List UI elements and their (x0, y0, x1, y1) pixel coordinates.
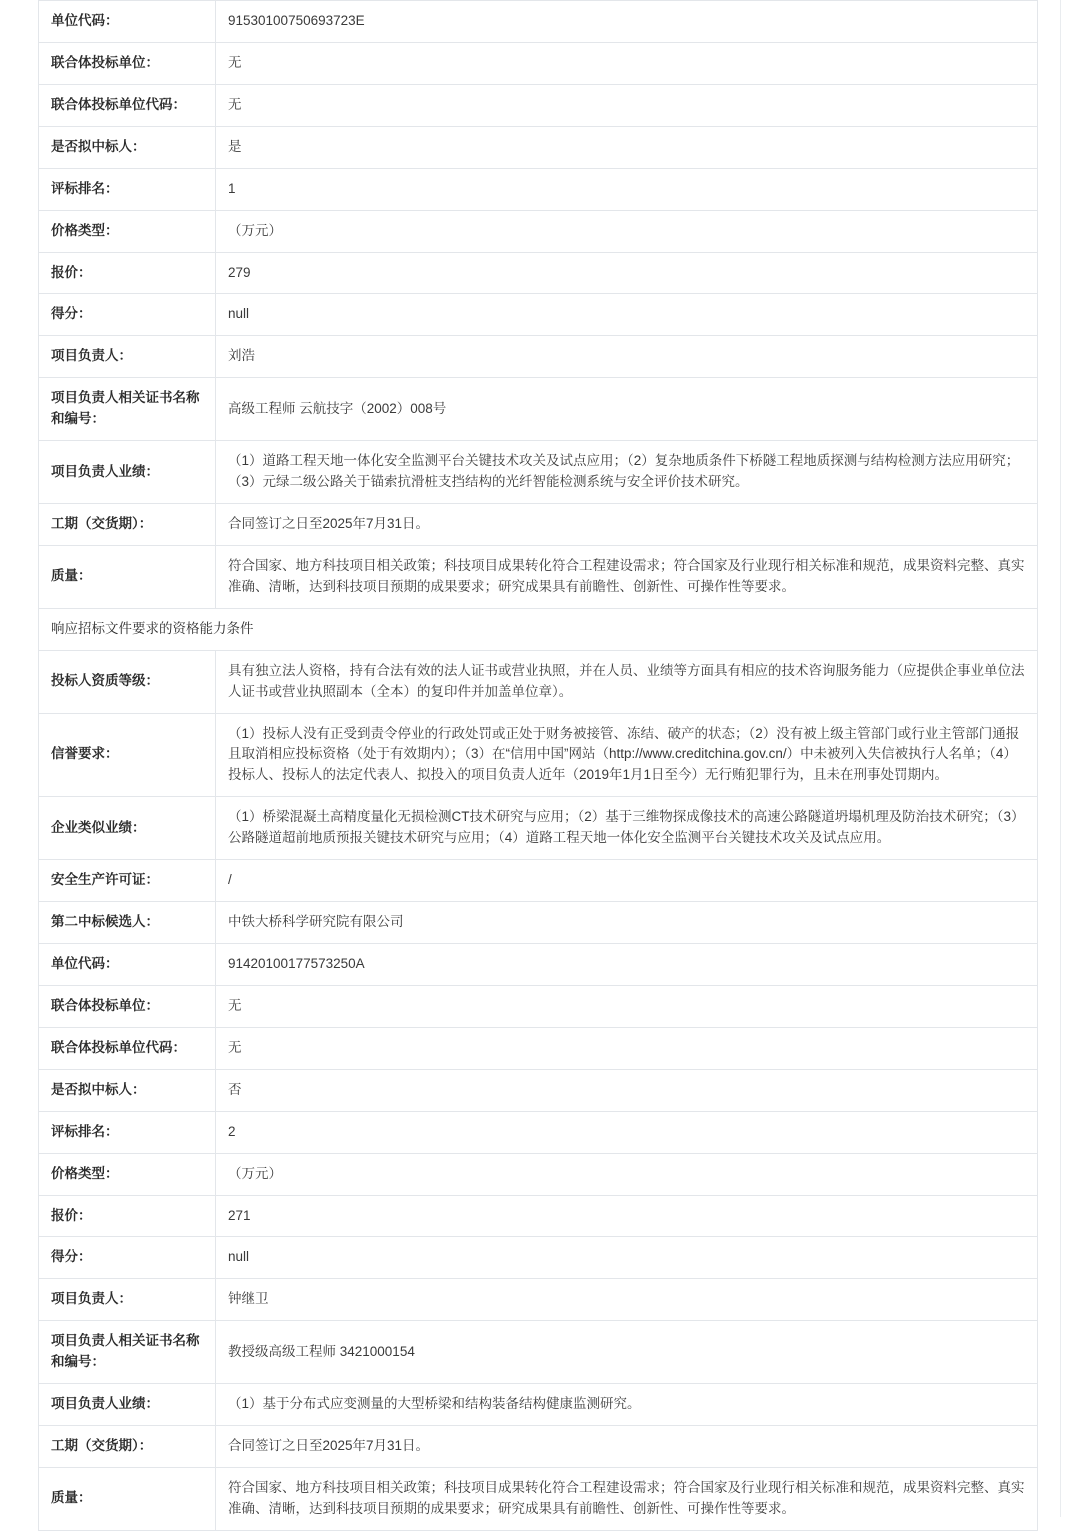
field-value: （1）基于分布式应变测量的大型桥梁和结构装备结构健康监测研究。 (216, 1384, 1038, 1426)
field-value: 2 (216, 1111, 1038, 1153)
field-label: 项目负责人： (39, 336, 216, 378)
field-label: 单位代码： (39, 943, 216, 985)
table-row (39, 1321, 1038, 1384)
field-value: 无 (216, 1027, 1038, 1069)
field-label: 联合体投标单位： (39, 985, 216, 1027)
field-label: 价格类型： (39, 210, 216, 252)
field-label: 项目负责人业绩： (39, 441, 216, 504)
field-label: 质量： (39, 1467, 216, 1530)
table-row (39, 1195, 1038, 1237)
field-label: 投标人资质等级： (39, 650, 216, 713)
field-value: 高级工程师 云航技字（2002）008号 (216, 378, 1038, 441)
table-row (39, 1153, 1038, 1195)
table-row (39, 1467, 1038, 1530)
table-row (39, 545, 1038, 608)
field-value: 91420100177573250A (216, 943, 1038, 985)
table-row (39, 84, 1038, 126)
field-value: 是 (216, 126, 1038, 168)
field-value: （万元） (216, 1153, 1038, 1195)
field-value: 符合国家、地方科技项目相关政策；科技项目成果转化符合工程建设需求；符合国家及行业现行相关标准和规范，成果资料完整、真实准确、清晰，达到科技项目预期的成果要求；研究成果具有前瞻性、创新性、可操作性等要求。 (216, 545, 1038, 608)
field-label: 单位代码： (39, 1, 216, 43)
field-label: 工期（交货期）： (39, 1426, 216, 1468)
field-value: / (216, 860, 1038, 902)
field-label: 联合体投标单位： (39, 42, 216, 84)
field-label: 联合体投标单位代码： (39, 84, 216, 126)
field-value: 无 (216, 84, 1038, 126)
table-row (39, 1, 1038, 43)
table-row (39, 1069, 1038, 1111)
table-row (39, 1426, 1038, 1468)
field-label: 项目负责人： (39, 1279, 216, 1321)
field-label: 报价： (39, 252, 216, 294)
field-label: 企业类似业绩： (39, 797, 216, 860)
table-row (39, 503, 1038, 545)
table-row (39, 943, 1038, 985)
table-row (39, 378, 1038, 441)
field-value: 钟继卫 (216, 1279, 1038, 1321)
field-value: 中铁大桥科学研究院有限公司 (216, 902, 1038, 944)
page-right-border (1060, 0, 1061, 1517)
table-row (39, 168, 1038, 210)
field-value: 无 (216, 985, 1038, 1027)
table-row (39, 713, 1038, 797)
table-row (39, 985, 1038, 1027)
field-value: （1）桥梁混凝土高精度量化无损检测CT技术研究与应用；（2）基于三维物探成像技术的高速公路隧道坍塌机理及防治技术研究；（3）公路隧道超前地质预报关键技术研究与应用；（4）道路工程天地一体化安全监测平台关键技术攻关及试点应用。 (216, 797, 1038, 860)
field-label: 第二中标候选人： (39, 902, 216, 944)
table-row (39, 902, 1038, 944)
field-value: 91530100750693723E (216, 1, 1038, 43)
field-value: （1）投标人没有正受到责令停业的行政处罚或正处于财务被接管、冻结、破产的状态；（2）没有被上级主管部门或行业主管部门通报且取消相应投标资格（处于有效期内）；（3）在“信用中国”网站（http://www.creditchina.gov.cn/）中未被列入失信被执行人名单；（4）投标人、投标人的法定代表人、拟投入的项目负责人近年（2019年1月1日至今）无行贿犯罪行为，且未在刑事处罚期内。 (216, 713, 1038, 797)
table-row (39, 1279, 1038, 1321)
field-label: 评标排名： (39, 1111, 216, 1153)
field-value: 无 (216, 42, 1038, 84)
table-row (39, 336, 1038, 378)
field-label: 信誉要求： (39, 713, 216, 797)
table-row (39, 1027, 1038, 1069)
table-row (39, 252, 1038, 294)
field-label: 得分： (39, 294, 216, 336)
field-label: 工期（交货期）： (39, 503, 216, 545)
field-value: 279 (216, 252, 1038, 294)
field-value: 符合国家、地方科技项目相关政策；科技项目成果转化符合工程建设需求；符合国家及行业现行相关标准和规范，成果资料完整、真实准确、清晰，达到科技项目预期的成果要求；研究成果具有前瞻性、创新性、可操作性等要求。 (216, 1467, 1038, 1530)
field-label: 联合体投标单位代码： (39, 1027, 216, 1069)
field-value: 合同签订之日至2025年7月31日。 (216, 503, 1038, 545)
table-row (39, 42, 1038, 84)
table-row (39, 126, 1038, 168)
section-heading: 响应招标文件要求的资格能力条件 (39, 608, 1038, 650)
field-value: （1）道路工程天地一体化安全监测平台关键技术攻关及试点应用；（2）复杂地质条件下桥隧工程地质探测与结构检测方法应用研究；（3）元绿二级公路关于锚索抗滑桩支挡结构的光纤智能检测系统与安全评价技术研究。 (216, 441, 1038, 504)
field-label: 报价： (39, 1195, 216, 1237)
field-value: null (216, 1237, 1038, 1279)
bid-table-body (39, 1, 1038, 1531)
field-label: 评标排名： (39, 168, 216, 210)
table-row (39, 441, 1038, 504)
field-label: 得分： (39, 1237, 216, 1279)
table-row (39, 1237, 1038, 1279)
field-value: 合同签订之日至2025年7月31日。 (216, 1426, 1038, 1468)
table-row (39, 860, 1038, 902)
field-value: 刘浩 (216, 336, 1038, 378)
field-value: null (216, 294, 1038, 336)
field-label: 安全生产许可证： (39, 860, 216, 902)
field-value: 具有独立法人资格，持有合法有效的法人证书或营业执照，并在人员、业绩等方面具有相应的技术咨询服务能力（应提供企事业单位法人证书或营业执照副本（全本）的复印件并加盖单位章）。 (216, 650, 1038, 713)
field-label: 项目负责人相关证书名称和编号： (39, 378, 216, 441)
field-value: （万元） (216, 210, 1038, 252)
field-value: 271 (216, 1195, 1038, 1237)
field-label: 质量： (39, 545, 216, 608)
table-row (39, 294, 1038, 336)
table-row (39, 608, 1038, 650)
field-label: 项目负责人相关证书名称和编号： (39, 1321, 216, 1384)
field-label: 项目负责人业绩： (39, 1384, 216, 1426)
field-label: 是否拟中标人： (39, 1069, 216, 1111)
field-label: 是否拟中标人： (39, 126, 216, 168)
bid-candidate-table (38, 0, 1038, 1531)
field-value: 教授级高级工程师 3421000154 (216, 1321, 1038, 1384)
table-row (39, 210, 1038, 252)
table-row (39, 797, 1038, 860)
field-value: 否 (216, 1069, 1038, 1111)
field-value: 1 (216, 168, 1038, 210)
field-label: 价格类型： (39, 1153, 216, 1195)
table-row (39, 650, 1038, 713)
table-row (39, 1384, 1038, 1426)
table-row (39, 1111, 1038, 1153)
